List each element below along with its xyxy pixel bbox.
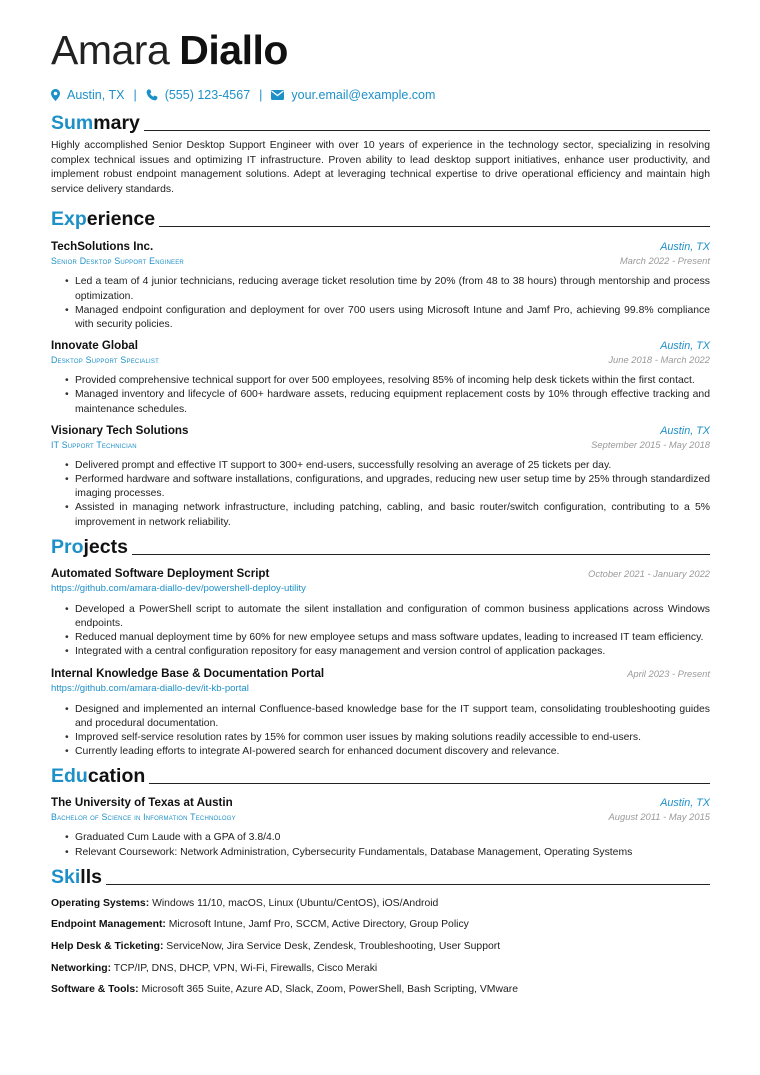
- skill-value: Windows 11/10, macOS, Linux (Ubuntu/CentOS), iOS/Android: [152, 897, 439, 909]
- project-name: Internal Knowledge Base & Documentation Portal: [51, 666, 325, 680]
- skills-section: [51, 864, 710, 997]
- first-name: Amara: [51, 27, 170, 73]
- job-location: Austin, TX: [660, 241, 710, 254]
- school-location: Austin, TX: [660, 797, 710, 810]
- section-divider: [144, 130, 710, 131]
- bullet-item: • Performed hardware and software installations, configurations, and upgrades, reducing new user setup time by 25% through standardized imaging processes.: [65, 473, 710, 501]
- job-role: Desktop Support Specialist: [51, 355, 159, 366]
- education-entry: [51, 795, 710, 859]
- summary-section: [51, 110, 710, 197]
- skill-category: Software & Tools:: [51, 984, 139, 996]
- bullet-item: • Designed and implemented an internal Confluence-based knowledge base for the IT support team, consolidating troubleshooting guides and procedural documentation.: [65, 703, 710, 731]
- contact-bar: [51, 86, 710, 104]
- contact-email[interactable]: [271, 88, 435, 102]
- job-entry: [51, 423, 710, 530]
- bullet-item: • Developed a PowerShell script to automate the silent installation and configuration of common business applications across Windows endpoints.: [65, 603, 710, 631]
- bullet-item: • Assisted in managing network infrastructure, including patching, cabling, and basic router/switch configuration, contributing to a 5% improvement in network reliability.: [65, 501, 710, 529]
- envelope-icon: [271, 90, 284, 100]
- contact-location: [51, 88, 124, 102]
- section-heading: [51, 206, 710, 230]
- skill-category: Endpoint Management:: [51, 919, 166, 931]
- skill-row: [51, 897, 710, 911]
- section-heading: [51, 864, 710, 888]
- section-heading: [51, 763, 710, 787]
- project-bullets: [51, 703, 710, 760]
- last-name: Diallo: [179, 27, 288, 73]
- projects-section: [51, 534, 710, 760]
- job-entry: [51, 338, 710, 417]
- section-heading: [51, 110, 710, 134]
- project-link[interactable]: https://github.com/amara-diallo-dev/powershell-deploy-utility: [51, 582, 306, 594]
- bullet-item: • Managed endpoint configuration and deployment for over 700 users using Microsoft Intune and Jamf Pro, achieving 99.8% compliance with security policies.: [65, 304, 710, 332]
- experience-section: [51, 206, 710, 529]
- bullet-item: • Delivered prompt and effective IT support to 300+ end-users, successfully resolving an average of 25 tickets per day.: [65, 459, 710, 473]
- skill-row: [51, 962, 710, 976]
- company-name: TechSolutions Inc.: [51, 240, 154, 254]
- location-text: Austin, TX: [67, 88, 125, 102]
- email-text: your.email@example.com: [291, 88, 436, 102]
- phone-text: (555) 123-4567: [164, 88, 251, 102]
- job-bullets: [51, 459, 710, 530]
- bullet-item: • Relevant Coursework: Network Administration, Cybersecurity Fundamentals, Database Management, Operating Systems: [65, 846, 710, 860]
- bullet-item: • Graduated Cum Laude with a GPA of 3.8/4.0: [65, 831, 710, 845]
- job-bullets: [51, 275, 710, 332]
- bullet-item: • Integrated with a central configuration repository for easy management and version control of application packages.: [65, 645, 710, 659]
- section-divider: [132, 554, 710, 555]
- project-entry: [51, 666, 710, 760]
- contact-separator: |: [259, 88, 263, 102]
- section-divider: [149, 783, 710, 784]
- skill-row: [51, 918, 710, 932]
- bullet-item: • Reduced manual deployment time by 60% for new employee setups and mass software updates, leading to increased IT team efficiency.: [65, 631, 710, 645]
- project-name: Automated Software Deployment Script: [51, 566, 270, 580]
- contact-separator: |: [133, 88, 137, 102]
- section-title: Experience: [51, 208, 156, 231]
- skill-category: Operating Systems:: [51, 897, 150, 909]
- company-name: Visionary Tech Solutions: [51, 423, 189, 437]
- bullet-item: • Managed inventory and lifecycle of 600+ hardware assets, reducing equipment replacement costs by 10% through effective tracking and maintenance schedules.: [65, 388, 710, 416]
- skill-value: Microsoft 365 Suite, Azure AD, Slack, Zoom, PowerShell, Bash Scripting, VMware: [141, 984, 518, 996]
- skill-value: Microsoft Intune, Jamf Pro, SCCM, Active Directory, Group Policy: [168, 919, 469, 931]
- degree: Bachelor of Science in Information Technology: [51, 812, 236, 823]
- bullet-item: • Currently leading efforts to integrate AI-powered search for enhanced document discovery and relevance.: [65, 745, 710, 759]
- section-title: Skills: [51, 865, 102, 888]
- section-title: Summary: [51, 112, 140, 134]
- skill-value: TCP/IP, DNS, DHCP, VPN, Wi-Fi, Firewalls, Cisco Meraki: [113, 962, 378, 974]
- section-title: Education: [51, 765, 146, 788]
- skill-category: Help Desk & Ticketing:: [51, 941, 164, 953]
- project-bullets: [51, 603, 710, 660]
- candidate-name: [51, 26, 710, 74]
- skill-category: Networking:: [51, 962, 112, 974]
- phone-icon: [146, 89, 158, 101]
- bullet-item: • Led a team of 4 junior technicians, reducing average ticket resolution time by 20% (from 48 to 38 hours) through mentorship and process optimization.: [65, 275, 710, 303]
- job-role: IT Support Technician: [51, 439, 137, 450]
- skill-value: ServiceNow, Jira Service Desk, Zendesk, Troubleshooting, User Support: [166, 941, 501, 953]
- company-name: Innovate Global: [51, 339, 138, 353]
- map-marker-icon: [51, 89, 60, 101]
- job-dates: September 2015 - May 2018: [591, 438, 710, 450]
- project-entry: [51, 566, 710, 660]
- skills-list: [51, 897, 710, 997]
- skill-row: [51, 983, 710, 997]
- job-bullets: [51, 374, 710, 417]
- job-dates: June 2018 - March 2022: [608, 354, 710, 366]
- education-section: [51, 763, 710, 859]
- school-name: The University of Texas at Austin: [51, 796, 233, 810]
- contact-phone[interactable]: [146, 88, 250, 102]
- skill-row: [51, 940, 710, 954]
- job-entry: [51, 239, 710, 332]
- job-role: Senior Desktop Support Engineer: [51, 256, 184, 267]
- education-dates: August 2011 - May 2015: [608, 811, 710, 823]
- job-dates: March 2022 - Present: [619, 255, 710, 267]
- section-divider: [106, 884, 710, 885]
- section-title: Projects: [51, 535, 128, 558]
- bullet-item: • Provided comprehensive technical support for over 500 employees, resolving 85% of incoming help desk tickets within the first contact.: [65, 374, 710, 388]
- summary-text: Highly accomplished Senior Desktop Support Engineer with over 10 years of experience in the technology sector, specializing in resolving complex technical issues and optimizing IT infrastructure. Proven ability to lead desktop support initiatives, enhance user productivity, and implement robust endpoint management solutions. Adept at leveraging technical expertise to drive operational efficiency and maintain high service delivery standards.: [51, 140, 710, 195]
- job-location: Austin, TX: [660, 340, 710, 353]
- bullet-item: • Improved self-service resolution rates by 15% for common user issues by making solutions readily accessible to end-users.: [65, 731, 710, 745]
- section-heading: [51, 534, 710, 558]
- job-location: Austin, TX: [660, 424, 710, 437]
- section-divider: [159, 226, 710, 227]
- project-dates: October 2021 - January 2022: [588, 567, 710, 579]
- project-link[interactable]: https://github.com/amara-diallo-dev/it-kb-portal: [51, 682, 249, 694]
- education-bullets: [51, 831, 710, 859]
- project-dates: April 2023 - Present: [627, 667, 710, 679]
